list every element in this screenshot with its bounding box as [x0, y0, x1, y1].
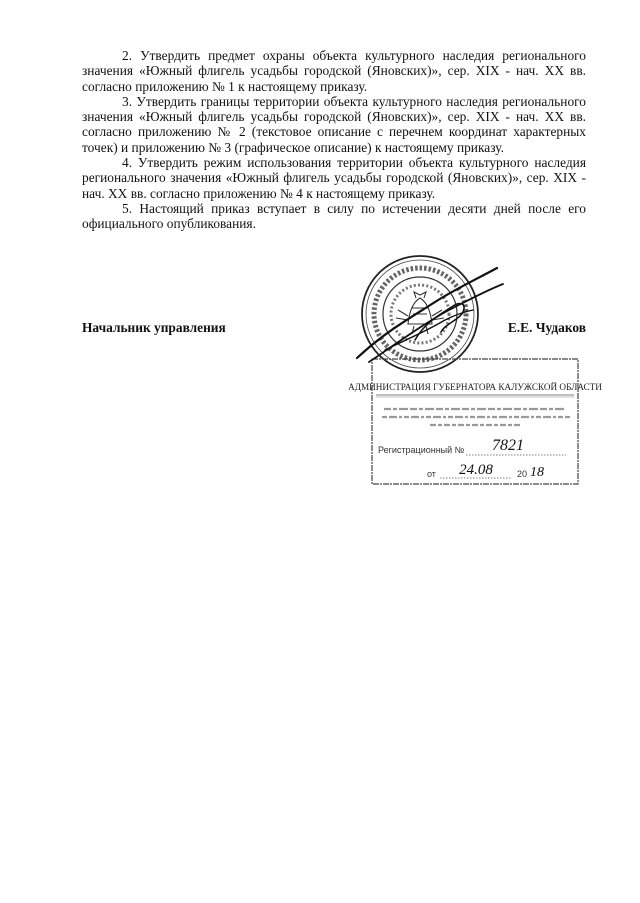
- paragraph-2: 2. Утвердить предмет охраны объекта культурного наследия регионального значения «Южный флигель усадьбы городской (Яновских)», сер. XIX - нач. XX вв. согласно приложению № 1 к настоящему приказу.: [82, 48, 586, 94]
- paragraph-3: 3. Утвердить границы территории объекта культурного наследия регионального значения «Южный флигель усадьбы городской (Яновских)», сер. XIX - нач. XX вв. согласно приложению № 2 (текстовое описание с перечнем координат характерных точек) и приложению № 3 (графическое описание) к настоящему приказу.: [82, 93, 586, 155]
- paragraph-4: 4. Утвердить режим использования территории объекта культурного наследия регионального значения «Южный флигель усадьбы городской (Яновских)», сер. XIX - нач. XX вв. согласно приложению № 4 к настоящему приказу.: [82, 155, 586, 201]
- year-prefix: 20: [517, 469, 528, 479]
- reg-number-value: 7821: [492, 437, 524, 454]
- handwritten-signature: [345, 262, 515, 372]
- paragraph-5: 5. Настоящий приказ вступает в силу по истечении десяти дней после его официального опубликования.: [82, 200, 586, 232]
- year-suffix: 18: [530, 465, 544, 480]
- date-value: 24.08: [459, 462, 493, 478]
- order-text: [82, 48, 586, 232]
- signatory-position: Начальник управления: [82, 320, 226, 335]
- signatory-name: Е.Е. Чудаков: [504, 320, 586, 336]
- date-label: от: [427, 469, 436, 479]
- reg-number-label: Регистрационный №: [378, 445, 465, 455]
- registration-stamp: [348, 357, 602, 487]
- stamp-header: АДМИНИСТРАЦИЯ ГУБЕРНАТОРА КАЛУЖСКОЙ ОБЛАСТИ: [348, 382, 602, 392]
